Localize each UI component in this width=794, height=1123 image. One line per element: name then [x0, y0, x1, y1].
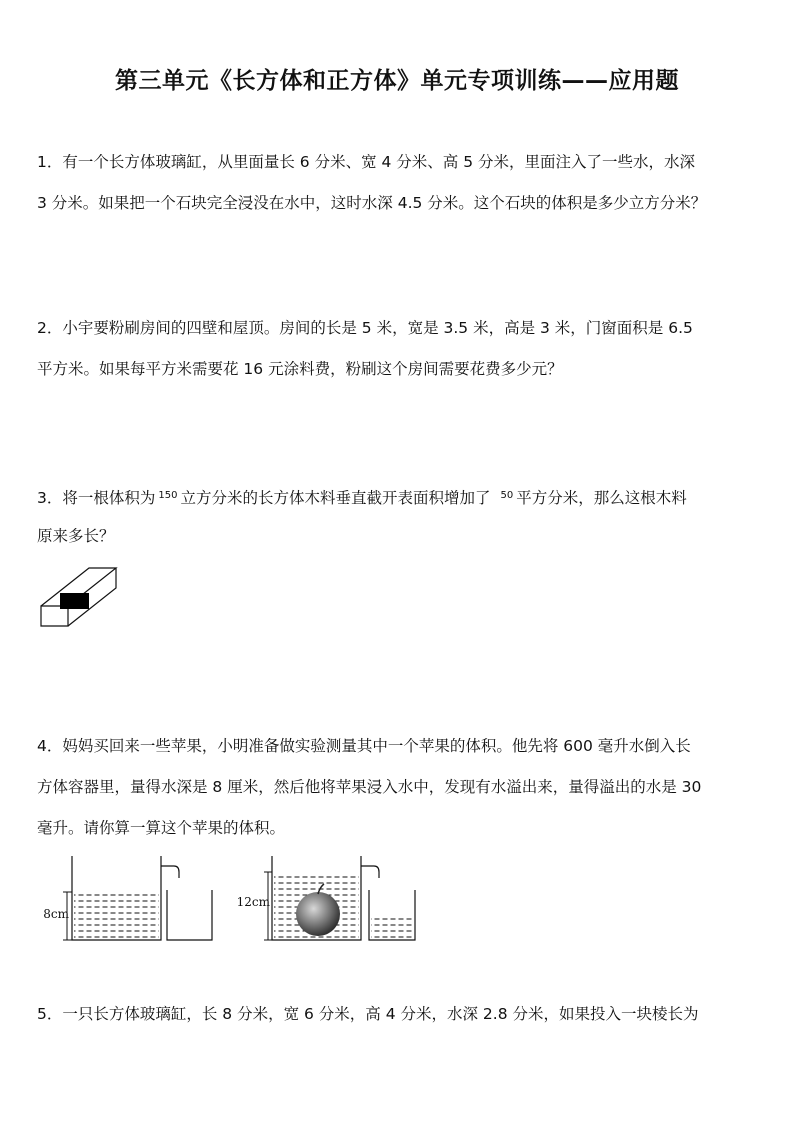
catch-container-empty — [167, 890, 212, 940]
spout-before — [161, 866, 179, 878]
question-1 — [37, 155, 759, 211]
question-3-suffix: 平方分米，那么这根木料 — [516, 489, 687, 507]
question-4-line-3: 毫升。请你算一算这个苹果的体积。 — [37, 819, 286, 837]
question-4-line-1: 4．妈妈买回来一些苹果，小明准备做实验测量其中一个苹果的体积。他先将 600 毫升水倒入长 — [37, 737, 691, 755]
question-1-line-1: 1．有一个长方体玻璃缸，从里面量长 6 分米、宽 4 分米、高 5 分米，里面注入了一些水，水深 — [37, 153, 696, 171]
page-title: 第三单元《长方体和正方体》单元专项训练——应用题 — [115, 68, 679, 94]
question-5-line-1: 5．一只长方体玻璃缸，长 8 分米，宽 6 分米，高 4 分米，水深 2.8 分米，如果投入一块棱长为 — [37, 1005, 699, 1023]
question-3-line-2: 原来多长？ — [37, 527, 115, 545]
containers-figure — [38, 850, 430, 944]
container-before — [43, 856, 179, 940]
cut-cross-section — [60, 593, 89, 609]
container-after — [237, 856, 379, 940]
question-2-line-1: 2．小宇要粉刷房间的四壁和屋顶。房间的长是 5 米，宽是 3.5 米，高是 3 米，门窗面积是 6.5 — [37, 319, 693, 337]
spout-after — [361, 866, 379, 878]
question-4-line-2: 方体容器里，量得水深是 8 厘米，然后他将苹果浸入水中，发现有水溢出来，量得溢出的水是 30 — [37, 778, 702, 796]
question-3-volume: 150 — [158, 490, 178, 501]
question-3-prefix: 3．将一根体积为 — [37, 489, 156, 507]
question-5 — [37, 1007, 759, 1022]
question-2-line-2: 平方米。如果每平方米需要花 16 元涂料费，粉刷这个房间需要花费多少元？ — [37, 360, 563, 378]
question-2 — [37, 321, 759, 377]
question-3-line-1 — [37, 488, 759, 507]
water-before — [74, 892, 159, 938]
cuboid-cut-figure — [38, 565, 120, 629]
question-3 — [37, 488, 759, 544]
question-3-middle: 立方分米的长方体木料垂直截开表面积增加了 — [180, 489, 491, 507]
question-3-area: 50 — [500, 490, 514, 501]
question-1-line-2: 3 分米。如果把一个石块完全浸没在水中，这时水深 4.5 分米。这个石块的体积是多少立方分米？ — [37, 194, 707, 212]
question-4 — [37, 739, 759, 836]
depth-label-before: 8cm — [43, 907, 69, 921]
overflow-water — [371, 916, 413, 938]
depth-label-after: 12cm — [236, 895, 270, 909]
